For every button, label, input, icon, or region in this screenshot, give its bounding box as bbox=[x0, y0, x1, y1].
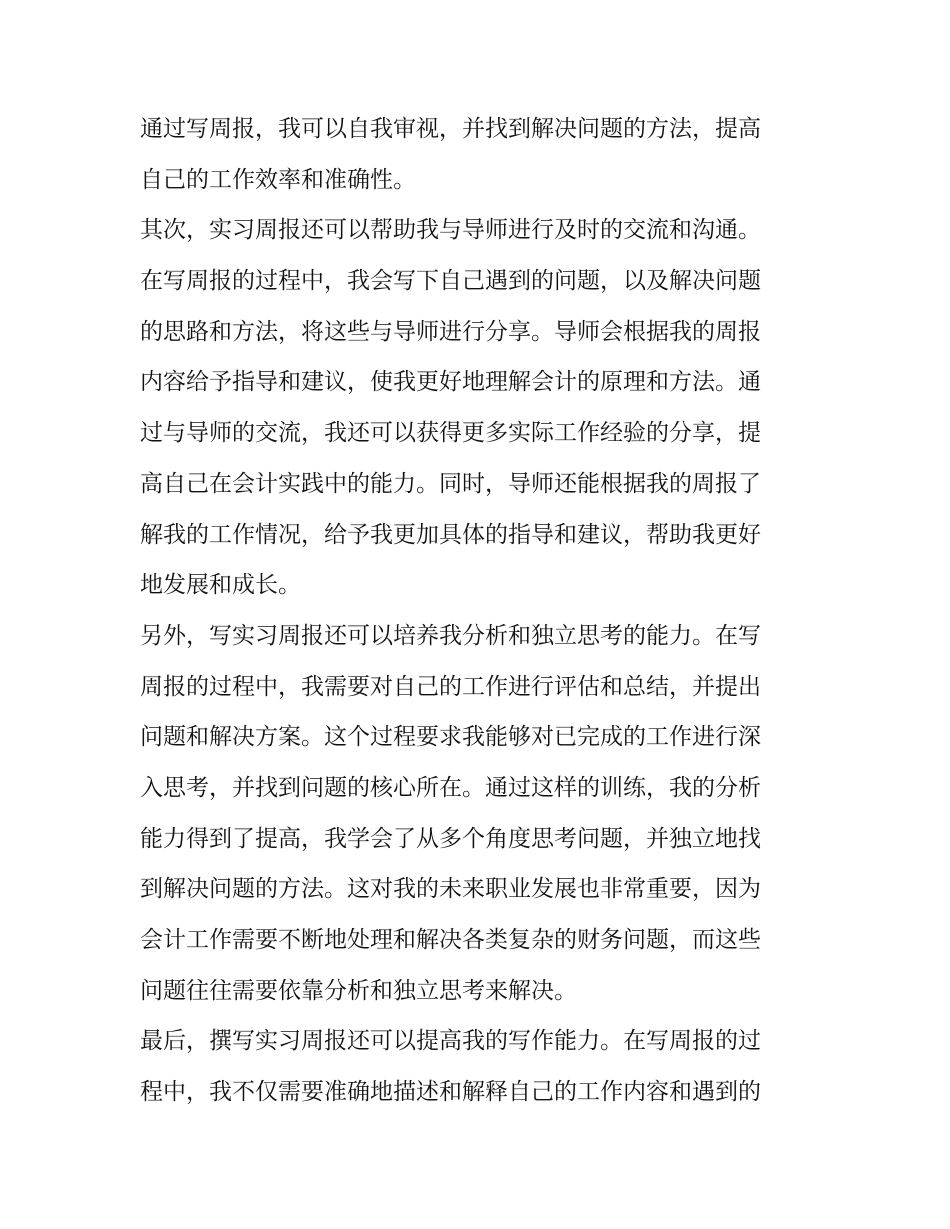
document-body bbox=[140, 104, 815, 1118]
text-line: 问题往往需要依靠分析和独立思考来解决。 bbox=[140, 977, 577, 1004]
text-line: 到解决问题的方法。这对我的未来职业发展也非常重要，因为 bbox=[140, 876, 761, 903]
text-line: 最后，撰写实习周报还可以提高我的写作能力。在写周报的过 bbox=[140, 1028, 761, 1055]
text-line: 通过写周报，我可以自我审视，并找到解决问题的方法，提高 bbox=[140, 116, 761, 142]
text-line: 会计工作需要不断地处理和解决各类复杂的财务问题，而这些 bbox=[140, 927, 761, 953]
text-line: 周报的过程中，我需要对自己的工作进行评估和总结，并提出 bbox=[140, 673, 761, 700]
text-line: 解我的工作情况，给予我更加具体的指导和建议，帮助我更好 bbox=[140, 521, 761, 548]
text-line: 其次，实习周报还可以帮助我与导师进行及时的交流和沟通。 bbox=[140, 217, 761, 244]
text-line: 程中，我不仅需要准确地描述和解释自己的工作内容和遇到的 bbox=[140, 1079, 761, 1106]
text-line: 内容给予指导和建议，使我更好地理解会计的原理和方法。通 bbox=[140, 369, 761, 396]
text-line: 能力得到了提高，我学会了从多个角度思考问题，并独立地找 bbox=[140, 825, 761, 852]
text-line: 的思路和方法，将这些与导师进行分享。导师会根据我的周报 bbox=[140, 318, 761, 345]
text-line: 地发展和成长。 bbox=[140, 572, 301, 599]
text-line: 过与导师的交流，我还可以获得更多实际工作经验的分享，提 bbox=[140, 420, 761, 447]
text-line: 在写周报的过程中，我会写下自己遇到的问题，以及解决问题 bbox=[140, 268, 761, 295]
text-line: 另外，写实习周报还可以培养我分析和独立思考的能力。在写 bbox=[140, 622, 761, 649]
text-line: 入思考，并找到问题的核心所在。通过这样的训练，我的分析 bbox=[140, 774, 761, 801]
text-line: 高自己在会计实践中的能力。同时，导师还能根据我的周报了 bbox=[140, 470, 761, 497]
text-line: 问题和解决方案。这个过程要求我能够对已完成的工作进行深 bbox=[140, 724, 761, 751]
text-line: 自己的工作效率和准确性。 bbox=[140, 166, 416, 193]
